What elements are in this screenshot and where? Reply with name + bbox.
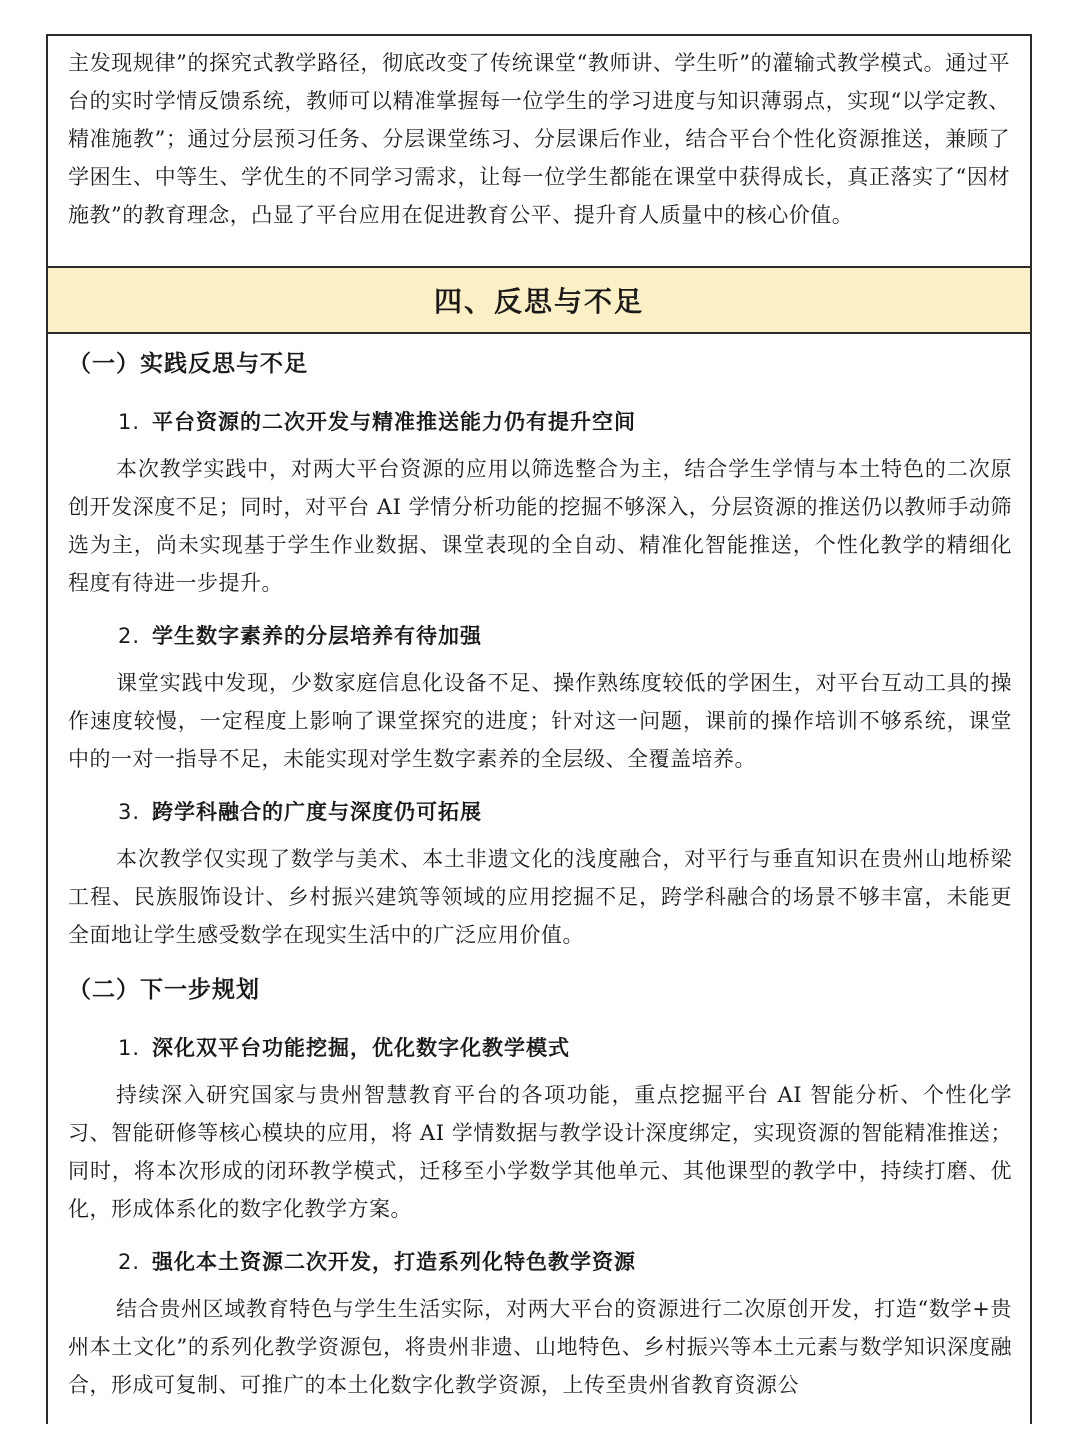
section-heading-next-steps: （二）下一步规划 [68,977,260,1003]
content-area [48,334,1030,1404]
item-title: 平台资源的二次开发与精准推送能力仍有提升空间 [152,410,637,434]
plan-item-1 [68,1020,1012,1228]
document-page [46,34,1032,1424]
item-title: 强化本土资源二次开发，打造系列化特色教学资源 [152,1250,637,1274]
body-paragraph: 持续深入研究国家与贵州智慧教育平台的各项功能，重点挖掘平台 AI 智能分析、个性化学习、智能研修等核心模块的应用，将 AI 学情数据与教学设计深度绑定，实现资源的智能精准推送；同时，将本次形成的闭环教学模式，迁移至小学数学其他单元、其他课型的教学中，持续打磨、优化，形成体系化的数字化教学方案。 [68,1083,1012,1221]
item-title: 学生数字素养的分层培养有待加强 [152,624,483,648]
subsection-heading [118,608,1012,664]
item-number: 1. [118,1036,141,1060]
subsection-heading [118,784,1012,840]
subsection-heading [118,1234,1012,1290]
banner-title: 四、反思与不足 [433,285,644,318]
subsection-heading [118,394,1012,450]
item-number: 2. [118,624,141,648]
intro-paragraph: 主发现规律”的探究式教学路径，彻底改变了传统课堂“教师讲、学生听”的灌输式教学模式。通过平台的实时学情反馈系统，教师可以精准掌握每一位学生的学习进度与知识薄弱点，实现“以学定教、精准施教”；通过分层预习任务、分层课堂练习、分层课后作业，结合平台个性化资源推送，兼顾了学困生、中等生、学优生的不同学习需求，让每一位学生都能在课堂中获得成长，真正落实了“因材施教”的教育理念，凸显了平台应用在促进教育公平、提升育人质量中的核心价值。 [68,51,1010,227]
section-heading-reflection: （一）实践反思与不足 [68,351,308,377]
body-paragraph: 本次教学实践中，对两大平台资源的应用以筛选整合为主，结合学生学情与本土特色的二次原创开发深度不足；同时，对平台 AI 学情分析功能的挖掘不够深入，分层资源的推送仍以教师手动筛选为主，尚未实现基于学生作业数据、课堂表现的全自动、精准化智能推送，个性化教学的精细化程度有待进一步提升。 [68,457,1012,595]
body-paragraph: 课堂实践中发现，少数家庭信息化设备不足、操作熟练度较低的学困生，对平台互动工具的操作速度较慢，一定程度上影响了课堂探究的进度；针对这一问题，课前的操作培训不够系统，课堂中的一对一指导不足，未能实现对学生数字素养的全层级、全覆盖培养。 [68,671,1012,771]
item-number: 2. [118,1250,141,1274]
item-title: 跨学科融合的广度与深度仍可拓展 [152,800,483,824]
section-banner [48,268,1030,334]
reflection-item-3 [68,784,1012,954]
item-number: 3. [118,800,141,824]
body-paragraph: 结合贵州区域教育特色与学生生活实际，对两大平台的资源进行二次原创开发，打造“数学+贵州本土文化”的系列化教学资源包，将贵州非遗、山地特色、乡村振兴等本土元素与数学知识深度融合，形成可复制、可推广的本土化数字化教学资源，上传至贵州省教育资源公 [68,1297,1012,1397]
subsection-heading [118,1020,1012,1076]
item-number: 1. [118,410,141,434]
intro-block [48,36,1030,268]
plan-item-2 [68,1234,1012,1404]
reflection-item-1 [68,394,1012,602]
body-paragraph: 本次教学仅实现了数学与美术、本土非遗文化的浅度融合，对平行与垂直知识在贵州山地桥梁工程、民族服饰设计、乡村振兴建筑等领域的应用挖掘不足，跨学科融合的场景不够丰富，未能更全面地让学生感受数学在现实生活中的广泛应用价值。 [68,847,1012,947]
item-title: 深化双平台功能挖掘，优化数字化教学模式 [152,1036,571,1060]
reflection-item-2 [68,608,1012,778]
